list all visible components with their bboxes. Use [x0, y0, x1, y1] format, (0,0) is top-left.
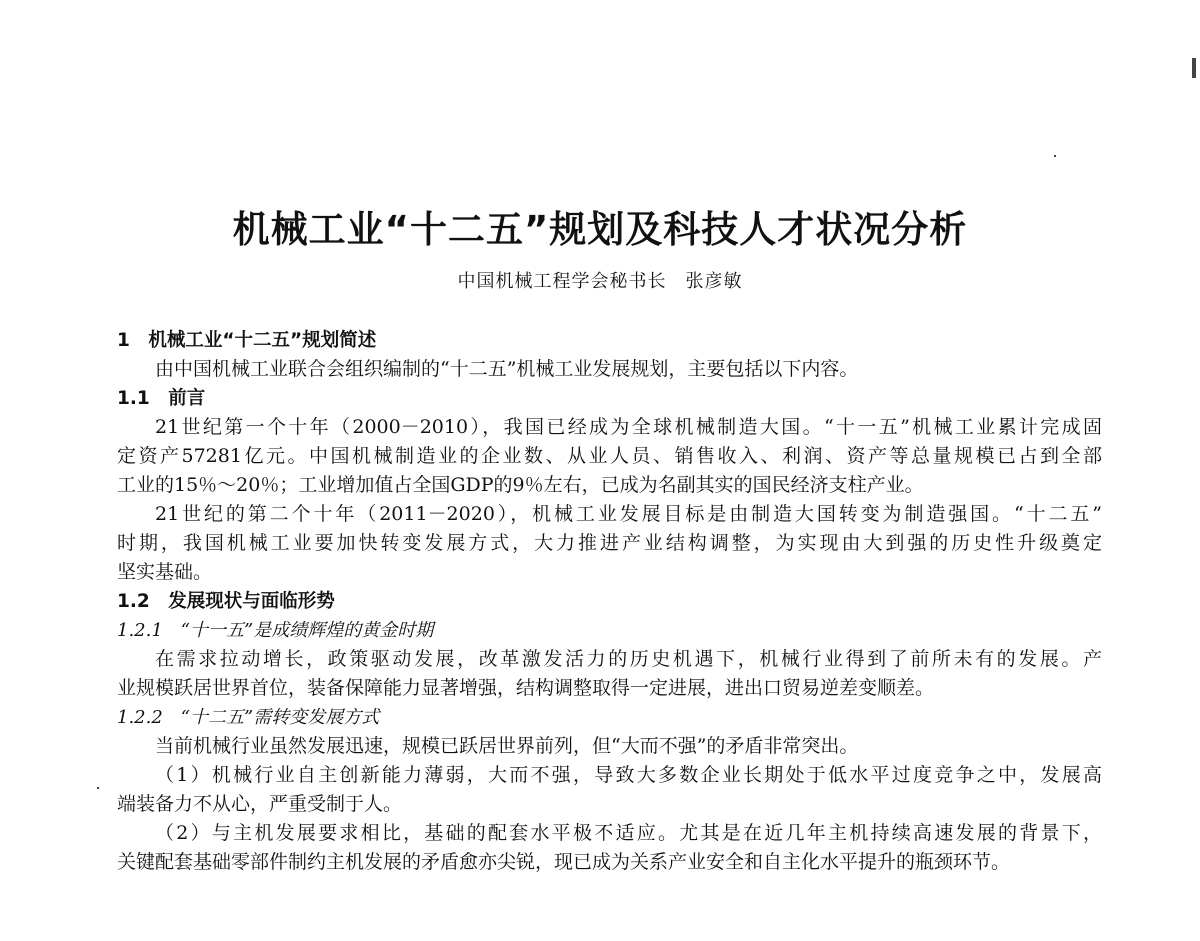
- subsection-1-2-1-heading: 1.2.1 “十一五”是成绩辉煌的黄金时期: [117, 620, 434, 641]
- subsection-1-2-2-heading: 1.2.2 “十二五”需转变发展方式: [117, 707, 380, 728]
- paragraph-line: 工业的15％～20％；工业增加值占全国GDP的9％左右，已成为名副其实的国民经济支柱产业。: [117, 474, 924, 496]
- article-body: [117, 326, 1102, 877]
- paragraph-line: 业规模跃居世界首位，装备保障能力显著增强，结构调整取得一定进展，进出口贸易逆差变顺差。: [117, 677, 935, 699]
- section-1-1-heading: 1.1 前言: [117, 388, 206, 409]
- paragraph-line: 在需求拉动增长，政策驱动发展，改革激发活力的历史机遇下，机械行业得到了前所未有的发展。产: [155, 648, 1102, 670]
- section-1-heading: 1 机械工业“十二五”规划简述: [117, 330, 377, 351]
- list-item-line: 关键配套基础零部件制约主机发展的矛盾愈亦尖锐，现已成为关系产业安全和自主化水平提升的瓶颈环节。: [117, 851, 1011, 873]
- section-1-2-heading: 1.2 发展现状与面临形势: [117, 591, 335, 612]
- paragraph-line: 21世纪的第二个十年（2011－2020），机械工业发展目标是由制造大国转变为制造强国。“十二五”: [155, 503, 1102, 525]
- scan-speck: [1054, 155, 1056, 157]
- scan-edge-mark: [1192, 58, 1196, 78]
- paragraph-line: 当前机械行业虽然发展迅速，规模已跃居世界前列，但“大而不强”的矛盾非常突出。: [155, 735, 859, 757]
- paragraph-line: 21世纪第一个十年（2000－2010），我国已经成为全球机械制造大国。“十一五”机械工业累计完成固: [155, 416, 1102, 438]
- scan-speck: [97, 787, 99, 789]
- list-item-line: 端装备力不从心，严重受制于人。: [117, 793, 403, 815]
- author-line: 中国机械工程学会秘书长 张彦敏: [457, 271, 743, 292]
- section-1-intro: 由中国机械工业联合会组织编制的“十二五”机械工业发展规划，主要包括以下内容。: [155, 358, 859, 380]
- paper-title: 机械工业“十二五”规划及科技人才状况分析: [232, 208, 968, 251]
- list-item-line: （2）与主机发展要求相比，基础的配套水平极不适应。尤其是在近几年主机持续高速发展的背景下，: [155, 822, 1102, 844]
- paragraph-line: 坚实基础。: [117, 561, 213, 583]
- list-item-line: （1）机械行业自主创新能力薄弱，大而不强，导致大多数企业长期处于低水平过度竞争之中，发展高: [155, 764, 1102, 786]
- paragraph-line: 时期，我国机械工业要加快转变发展方式，大力推进产业结构调整，为实现由大到强的历史性升级奠定: [117, 532, 1102, 554]
- paragraph-line: 定资产57281亿元。中国机械制造业的企业数、从业人员、销售收入、利润、资产等总量规模已占到全部: [117, 445, 1102, 467]
